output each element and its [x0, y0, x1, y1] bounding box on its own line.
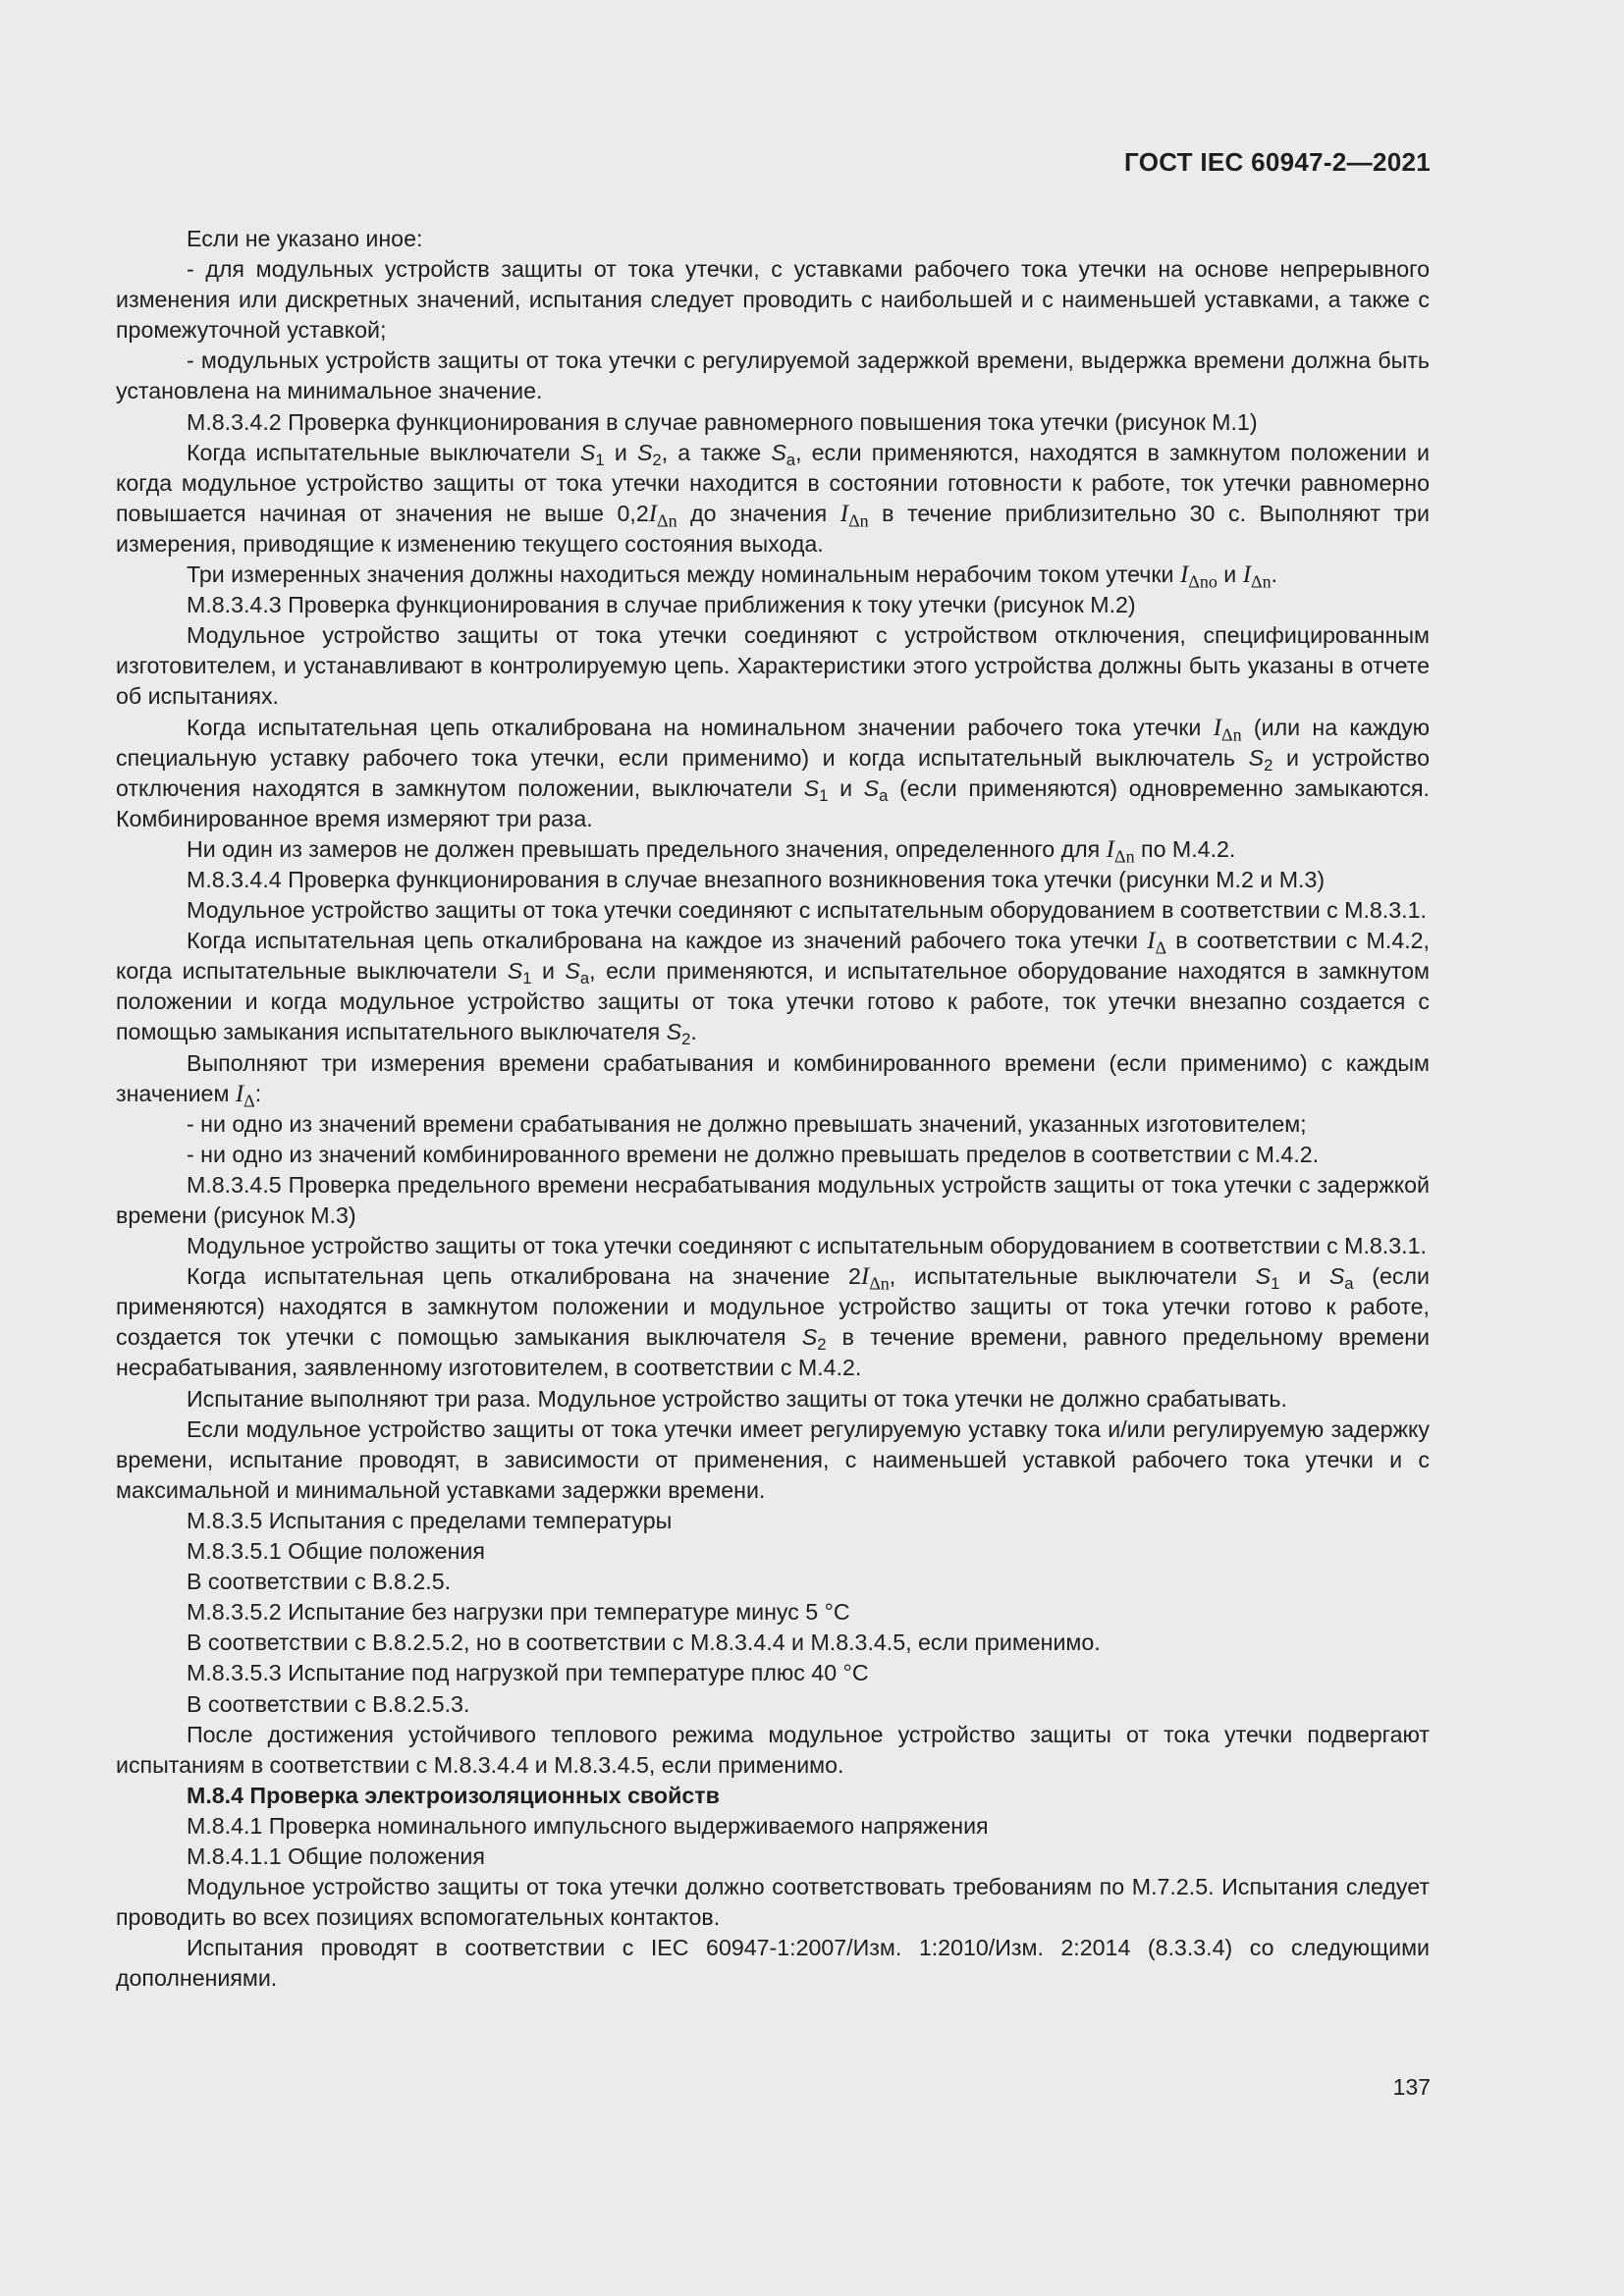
section-heading: М.8.3.4.5 Проверка предельного времени несрабатывания модульных устройств защиты от тока утечки с задержкой времени (рисунок М.3)	[116, 1171, 1430, 1228]
symbol-i-dn: $I_{\Delta n}$	[648, 500, 677, 531]
symbol-s1: $S_1$	[507, 958, 532, 988]
symbol-s2: $S_2$	[801, 1324, 827, 1355]
paragraph: После достижения устойчивого теплового режима модульное устройство защиты от тока утечки подвергают испытаниям в соответствии с М.8.3.4.4 и М.8.3.4.5, если применимо.	[116, 1721, 1430, 1778]
section-heading: М.8.3.5 Испытания с пределами температуры	[187, 1507, 673, 1533]
symbol-s2: $S_2$	[666, 1019, 691, 1049]
symbol-s2: $S_2$	[1248, 744, 1273, 774]
section-heading: М.8.3.5.3 Испытание под нагрузкой при температуре плюс 40 °С	[187, 1660, 869, 1686]
section-heading: М.8.4.1.1 Общие положения	[187, 1842, 485, 1869]
symbol-s1: $S_1$	[1255, 1263, 1280, 1294]
list-item: - ни одно из значений времени срабатывания не должно превышать значений, указанных изготовителем;	[187, 1110, 1307, 1137]
symbol-i-dn: $I_{\Delta n}$	[1213, 714, 1242, 744]
paragraph: Ни один из замеров не должен превышать предельного значения, определенного для $I_{\Delta n}$ по М.4.2.	[187, 835, 1236, 867]
paragraph: Если не указано иное:	[187, 226, 423, 251]
paragraph: Когда испытательная цепь откалибрована на значение $2I_{\Delta n}$, испытательные выключатели $S_1$ и $S_a$ (если применяются) находятся в замкнутом положении и модульное устройство защиты от тока утечки готово к работе, создается ток утечки с помощью замыкания выключателя $S_2$ в течение времени, равного предельному времени несрабатывания, заявленному изготовителем, в соответствии с М.4.2.	[116, 1263, 1430, 1381]
paragraph: Три измеренных значения должны находиться между номинальным нерабочим током утечки $I_{\Delta no}$ и $I_{\Delta n}$.	[187, 561, 1278, 592]
paragraph: Когда испытательные выключатели $S_1$ и $S_2$, а также $S_a$, если применяются, находятся в замкнутом положении и когда модульное устройство защиты от тока утечки находится в состоянии готовности к работе, ток утечки равномерно повышается начиная от значения не выше $0,2I_{\Delta n}$ до значения $I_{\Delta n}$ в течение приблизительно 30 с. Выполняют три измерения, приводящие к изменению текущего состояния выхода.	[116, 439, 1430, 557]
symbol-s1: $S_1$	[803, 774, 829, 805]
paragraph: Модульное устройство защиты от тока утечки должно соответствовать требованиям по М.7.2.5. Испытания следует проводить во всех позициях вспомогательных контактов.	[116, 1874, 1430, 1931]
symbol-i-dn: $I_{\Delta n}$	[1242, 561, 1272, 592]
paragraph: Если модульное устройство защиты от тока утечки имеет регулируемую уставку тока и/или регулируемую задержку времени, испытание проводят, в зависимости от применения, с наименьшей уставкой рабочего тока утечки и с максимальной и минимальной уставками задержки времени.	[116, 1415, 1430, 1503]
section-heading: М.8.3.4.2 Проверка функционирования в случае равномерного повышения тока утечки (рисунок М.1)	[187, 408, 1258, 435]
symbol-sa: $S_a$	[863, 774, 889, 805]
paragraph: В соответствии с В.8.2.5.2, но в соответствии с М.8.3.4.4 и М.8.3.4.5, если применимо.	[187, 1629, 1101, 1656]
paragraph: Когда испытательная цепь откалибрована на номинальном значении рабочего тока утечки $I_{\Delta n}$ (или на каждую специальную уставку рабочего тока утечки, если применимо) и когда испытательный выключатель $S_2$ и устройство отключения находятся в замкнутом положении, выключатели $S_1$ и $S_a$ (если применяются) одновременно замыкаются. Комбинированное время измеряют три раза.	[116, 714, 1430, 831]
paragraph: В соответствии с В.8.2.5.	[187, 1569, 452, 1595]
section-heading: М.8.3.4.4 Проверка функционирования в случае внезапного возникновения тока утечки (рисунки М.2 и М.3)	[187, 866, 1326, 892]
paragraph: Испытание выполняют три раза. Модульное устройство защиты от тока утечки не должно срабатывать.	[187, 1385, 1287, 1412]
symbol-s1: $S_1$	[579, 439, 605, 469]
list-item: - для модульных устройств защиты от тока утечки, с уставками рабочего тока утечки на основе непрерывного изменения или дискретных значений, испытания следует проводить с наибольшей и с наименьшей уставками, а также с промежуточной уставкой;	[116, 256, 1430, 344]
symbol-i-dno: $I_{\Delta no}$	[1179, 561, 1218, 592]
symbol-s2: $S_2$	[636, 439, 662, 469]
symbol-i-dn: $I_{\Delta n}$	[860, 1263, 890, 1294]
symbol-sa: $S_a$	[565, 958, 590, 988]
section-heading: М.8.4.1 Проверка номинального импульсного выдерживаемого напряжения	[187, 1812, 989, 1839]
standard-code: ГОСТ IEC 60947-2—2021	[1124, 147, 1431, 177]
paragraph: Выполняют три измерения времени срабатывания и комбинированного времени (если применимо) с каждым значением $I_\Delta$:	[116, 1049, 1430, 1111]
document-body	[116, 224, 1430, 1994]
symbol-i-d: $I_\Delta$	[1147, 928, 1167, 958]
symbol-sa: $S_a$	[1328, 1263, 1354, 1294]
paragraph: Модульное устройство защиты от тока утечки соединяют с устройством отключения, специфицированным изготовителем, и устанавливают в контролируемую цепь. Характеристики этого устройства должны быть указаны в отчете об испытаниях.	[116, 622, 1430, 710]
paragraph: Модульное устройство защиты от тока утечки соединяют с испытательным оборудованием в соответствии с М.8.3.1.	[187, 897, 1427, 924]
symbol-i-dn: $I_{\Delta n}$	[1106, 835, 1135, 867]
paragraph: Модульное устройство защиты от тока утечки соединяют с испытательным оборудованием в соответствии с М.8.3.1.	[187, 1233, 1427, 1259]
symbol-i-d: $I_\Delta$	[235, 1080, 255, 1111]
list-item: - модульных устройств защиты от тока утечки с регулируемой задержкой времени, выдержка времени должна быть установлена на минимальное значение.	[116, 347, 1430, 404]
paragraph: Когда испытательная цепь откалибрована на каждое из значений рабочего тока утечки $I_\Delta$ в соответствии с М.4.2, когда испытательные выключатели $S_1$ и $S_a$, если применяются, и испытательное оборудование находятся в замкнутом положении и когда модульное устройство защиты от тока утечки готово к работе, ток утечки внезапно создается с помощью замыкания испытательного выключателя $S_2$.	[116, 928, 1431, 1049]
list-item: - ни одно из значений комбинированного времени не должно превышать пределов в соответствии с М.4.2.	[187, 1141, 1320, 1167]
section-heading: М.8.4 Проверка электроизоляционных свойств	[187, 1782, 720, 1808]
page-number: 137	[1392, 2074, 1431, 2100]
symbol-i-dn: $I_{\Delta n}$	[839, 500, 869, 531]
paragraph: В соответствии с В.8.2.5.3.	[187, 1690, 470, 1717]
symbol-sa: $S_a$	[771, 439, 796, 469]
paragraph: Испытания проводят в соответствии с IEC 60947-1:2007/Изм. 1:2010/Изм. 2:2014 (8.3.3.4) со следующими дополнениями.	[116, 1935, 1430, 1992]
section-heading: М.8.3.5.2 Испытание без нагрузки при температуре минус 5 °С	[187, 1599, 850, 1626]
section-heading: М.8.3.5.1 Общие положения	[187, 1538, 485, 1565]
section-heading: М.8.3.4.3 Проверка функционирования в случае приближения к току утечки (рисунок М.2)	[187, 592, 1136, 618]
